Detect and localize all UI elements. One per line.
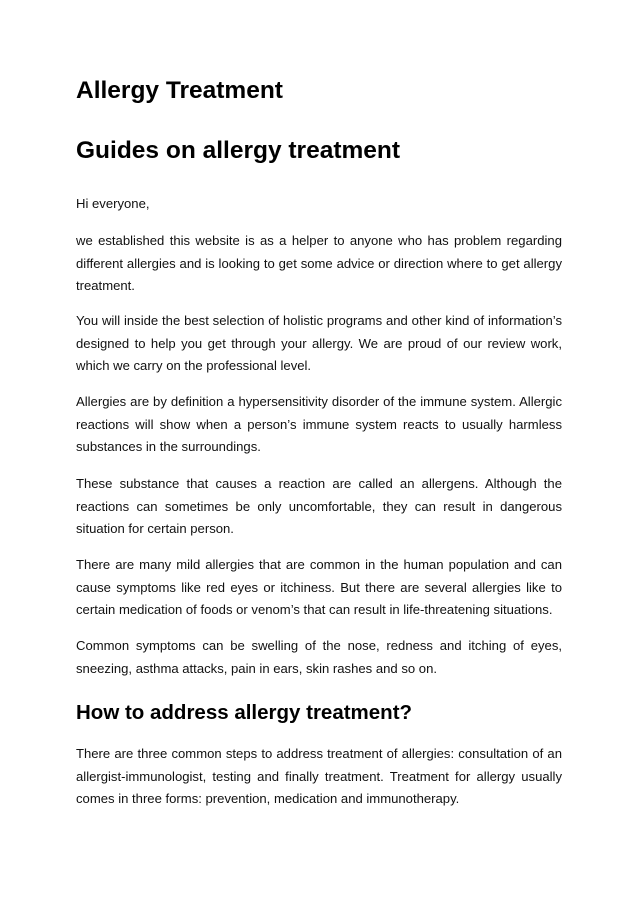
paragraph-mild-allergies: There are many mild allergies that are common in the human population and can cause symptoms like red eyes or itchiness. But there are several allergies like to certain medication of foods or venom’s that can result in life-threatening situations. [76,557,562,617]
page-subtitle: Guides on allergy treatment [76,137,401,164]
paragraph-intro: we established this website is as a helper to anyone who has problem regarding different allergies and is looking to get some advice or direction where to get allergy treatment. [76,233,562,293]
paragraph-allergens: These substance that causes a reaction are called an allergens. Although the reactions can sometimes be only uncomfortable, they can result in dangerous situation for certain person. [76,476,562,536]
paragraph-definition: Allergies are by definition a hypersensitivity disorder of the immune system. Allergic reactions will show when a person’s immune system reacts to usually harmless substances in the surroundings. [76,394,562,454]
page-title: Allergy Treatment [76,77,283,104]
greeting-text: Hi everyone, [76,196,150,211]
paragraph-programs: You will inside the best selection of holistic programs and other kind of information’s designed to help you get through your allergy. We are proud of our review work, which we carry on the professional level. [76,313,562,373]
paragraph-symptoms: Common symptoms can be swelling of the nose, redness and itching of eyes, sneezing, asthma attacks, pain in ears, skin rashes and so on. [76,638,562,676]
section-heading: How to address allergy treatment? [76,701,413,724]
paragraph-treatment: There are three common steps to address treatment of allergies: consultation of an allergist-immunologist, testing and finally treatment. Treatment for allergy usually comes in three forms: prevention, medication and immunotherapy. [76,746,562,806]
